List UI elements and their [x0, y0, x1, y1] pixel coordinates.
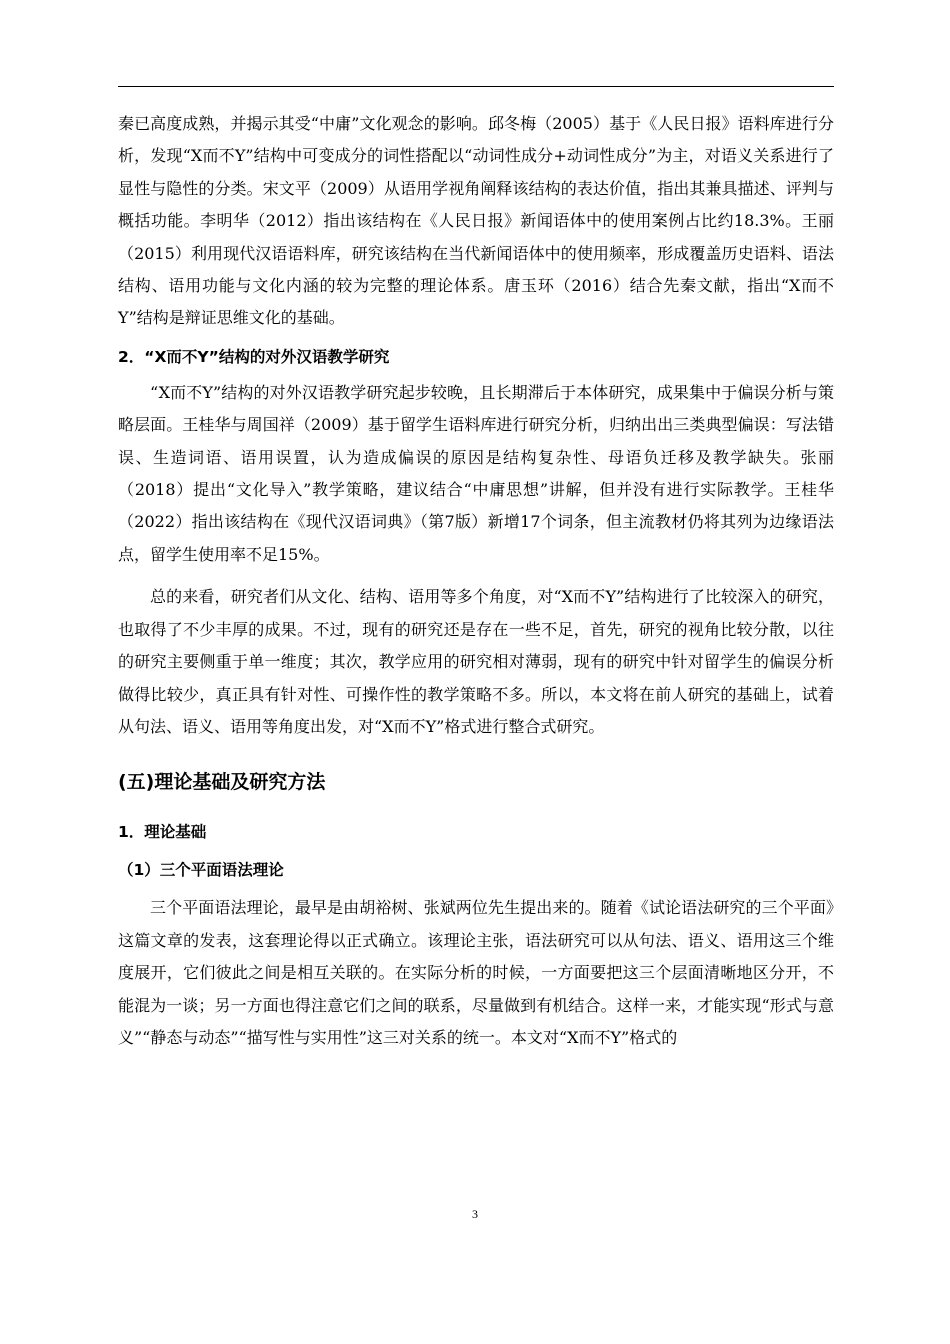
paragraph-three-planes-theory: 三个平面语法理论，最早是由胡裕树、张斌两位先生提出来的。随着《试论语法研究的三个平面》这篇文章的发表，这套理论得以正式确立。该理论主张，语法研究可以从句法、语义、语用这三个维度展开，它们彼此之间是相互关联的。在实际分析的时候，一方面要把这三个层面清晰地区分开，不能混为一谈；另一方面也得注意它们之间的联系，尽量做到有机结合。这样一来，才能实现“形式与意义”“静态与动态”“描写性与实用性”这三对关系的统一。本文对“X而不Y”格式的: [118, 898, 834, 1047]
header-rule: [118, 86, 834, 87]
paragraph-teaching-research: “X而不Y”结构的对外汉语教学研究起步较晚，且长期滞后于本体研究，成果集中于偏误分析与策略层面。王桂华与周国祥（2009）基于留学生语料库进行研究分析，归纳出出三类典型偏误：写法错误、生造词语、语用误置，认为造成偏误的原因是结构复杂性、母语负迁移及教学缺失。张丽（2018）提出“文化导入”教学策略，建议结合“中庸思想”讲解，但并没有进行实际教学。王桂华（2022）指出该结构在《现代汉语词典》（第7版）新增17个词条，但主流教材仍将其列为边缘语法点，留学生使用率不足15%。: [118, 382, 834, 564]
section-heading-theory-methods: (五)理论基础及研究方法: [118, 771, 326, 794]
heading-three-planes: （1）三个平面语法理论: [118, 861, 284, 880]
page-number: 3: [472, 1207, 478, 1221]
page-content: [118, 108, 834, 1054]
paragraph-ontology-research: 秦已高度成熟，并揭示其受“中庸”文化观念的影响。邱冬梅（2005）基于《人民日报》语料库进行分析，发现“X而不Y”结构中可变成分的词性搭配以“动词性成分+动词性成分”为主，对语义关系进行了显性与隐性的分类。宋文平（2009）从语用学视角阐释该结构的表达价值，指出其兼具描述、评判与概括功能。李明华（2012）指出该结构在《人民日报》新闻语体中的使用案例占比约18.3%。王丽（2015）利用现代汉语语料库，研究该结构在当代新闻语体中的使用频率，形成覆盖历史语料、语法结构、语用功能与文化内涵的较为完整的理论体系。唐玉环（2016）结合先秦文献，指出“X而不Y”结构是辩证思维文化的基础。: [118, 114, 834, 328]
heading-teaching-research: 2．“X而不Y”结构的对外汉语教学研究: [118, 347, 390, 366]
paragraph-summary: 总的来看，研究者们从文化、结构、语用等多个角度，对“X而不Y”结构进行了比较深入的研究，也取得了不少丰厚的成果。不过，现有的研究还是存在一些不足，首先，研究的视角比较分散，以往的研究主要侧重于单一维度；其次，教学应用的研究相对薄弱，现有的研究中针对留学生的偏误分析做得比较少，真正具有针对性、可操作性的教学策略不多。所以，本文将在前人研究的基础上，试着从句法、语义、语用等角度出发，对“X而不Y”格式进行整合式研究。: [118, 587, 834, 736]
heading-theory-basis: 1．理论基础: [118, 823, 207, 842]
